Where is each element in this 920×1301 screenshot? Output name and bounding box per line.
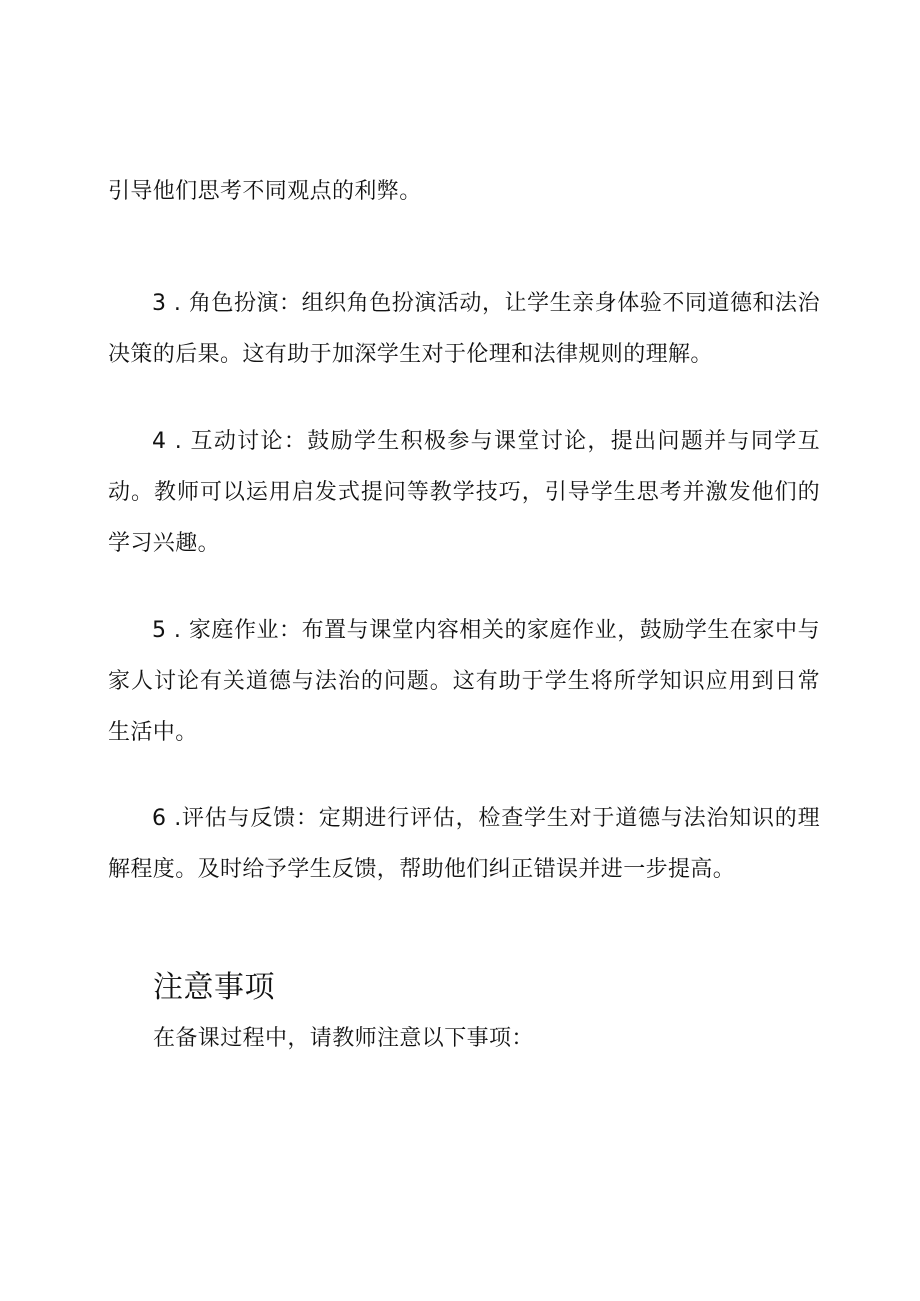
section-intro: 在备课过程中，请教师注意以下事项：: [153, 1026, 534, 1051]
item-homework: 5 . 家庭作业：布置与课堂内容相关的家庭作业，鼓励学生在家中与家人讨论有关道德与法治的问题。这有助于学生将所学知识应用到日常生活中。: [108, 618, 820, 745]
item-role-play: 3 . 角色扮演：组织角色扮演活动，让学生亲身体验不同道德和法治决策的后果。这有助于加深学生对于伦理和法律规则的理解。: [108, 291, 820, 367]
item-assessment-feedback: 6 .评估与反馈：定期进行评估，检查学生对于道德与法治知识的理解程度。及时给予学生反馈，帮助他们纠正错误并进一步提高。: [108, 806, 820, 882]
section-heading: 注意事项: [153, 970, 275, 1005]
continuation-paragraph: 引导他们思考不同观点的利弊。: [108, 179, 422, 204]
item-interactive-discussion: 4 . 互动讨论：鼓励学生积极参与课堂讨论，提出问题并与同学互动。教师可以运用启发式提问等教学技巧，引导学生思考并激发他们的学习兴趣。: [108, 429, 820, 556]
